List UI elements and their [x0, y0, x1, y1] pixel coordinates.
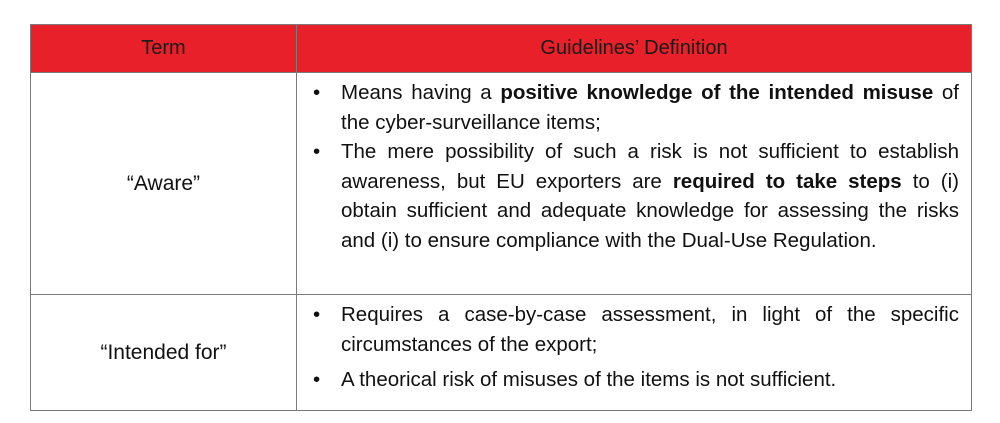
- term-column-header: Term: [31, 25, 297, 73]
- text-segment: The mere possibility of such a risk is not sufficient to establish awareness, but EU exporters are: [341, 140, 959, 193]
- text-segment: Means having a: [341, 81, 501, 104]
- table-header-row: [31, 25, 972, 73]
- guidelines-definition-table: [30, 24, 972, 411]
- term-cell-intended-for: “Intended for”: [31, 295, 297, 411]
- text-segment: Requires a case-by-case assessment, in light of the specific circumstances of the export;: [341, 303, 959, 356]
- definition-bullet-list: [307, 300, 959, 395]
- term-cell-aware: “Aware”: [31, 73, 297, 295]
- table-row: [31, 295, 972, 411]
- table-row: [31, 73, 972, 295]
- text-segment: A theorical risk of misuses of the items is not sufficient.: [341, 368, 837, 391]
- definition-bullet-list: [307, 78, 959, 255]
- definition-cell-intended-for: [297, 295, 972, 411]
- definition-column-header: Guidelines’ Definition: [297, 25, 972, 73]
- definition-bullet: [307, 365, 959, 395]
- bullet-dot-icon: •: [313, 368, 321, 391]
- definition-bullet: [307, 78, 959, 137]
- text-segment: to (i) obtain sufficient and adequate knowledge for assessing the risks and (i) to ensure compliance with the Dual-Use Regulation.: [341, 169, 959, 252]
- definition-bullet: [307, 137, 959, 255]
- bullet-dot-icon: •: [313, 81, 321, 104]
- bold-text-segment: required to take steps: [672, 169, 902, 193]
- bullet-dot-icon: •: [313, 303, 321, 326]
- definition-bullet: [307, 300, 959, 360]
- definition-cell-aware: [297, 73, 972, 295]
- text-segment: of the cyber-surveillance items;: [341, 81, 959, 134]
- bullet-dot-icon: •: [313, 140, 321, 163]
- bold-text-segment: positive knowledge of the intended misuse: [500, 81, 934, 104]
